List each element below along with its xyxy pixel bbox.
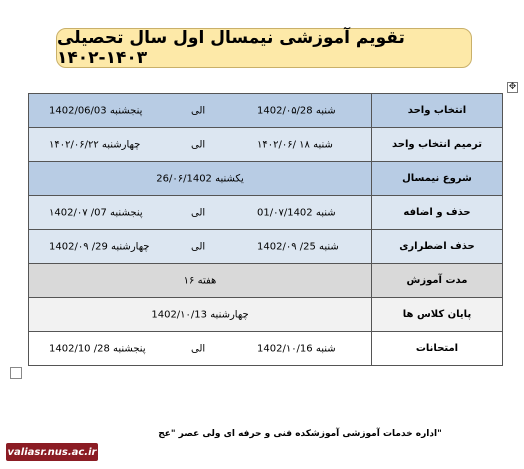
end-date: چهارشنبه 29/ 1402/۰۹ [49,241,150,252]
academic-calendar-table [28,93,503,366]
table-row [29,94,503,128]
date-cell [29,128,372,162]
until-word: الی [191,343,206,354]
date-cell [29,230,372,264]
row-label: حذف اضطراری [372,230,503,264]
table-row [29,298,503,332]
start-date: شنبه 25/ 1402/۰۹ [257,241,339,252]
date-cell [29,332,372,366]
row-label: حذف و اضافه [372,196,503,230]
row-label: پایان کلاس ها [372,298,503,332]
end-date: پنجشنبه 07/ ۱402/۰۷ [49,207,143,218]
table-row [29,332,503,366]
date-cell [29,94,372,128]
table-row [29,264,503,298]
start-date: شنبه ۱۸ /۱۴۰۲/۰۶ [257,139,333,150]
until-word: الی [191,207,206,218]
date-cell [29,162,372,196]
until-word: الی [191,241,206,252]
until-word: الی [191,105,206,116]
until-word: الی [191,139,206,150]
table-row [29,128,503,162]
date-cell [29,298,372,332]
footer-text: اداره خدمات آموزشی آموزشکده فنی و حرفه ای ولی عصر "عج" [158,429,442,439]
end-date: پنجشنبه 1402/06/03 [49,105,143,116]
table-row [29,162,503,196]
single-date: یکشنبه 26/۰۶/1402 [156,173,244,184]
watermark: valiasr.nus.ac.ir [6,443,98,461]
table-move-handle-icon[interactable]: ✥ [508,82,517,92]
start-date: شنبه 1402/۱۰/16 [257,343,336,354]
table-row [29,230,503,264]
row-label: ترمیم انتخاب واحد [372,128,503,162]
start-date: شنبه 1402/۰۵/28 [257,105,336,116]
page-title [56,28,472,68]
row-label: انتخاب واحد [372,94,503,128]
end-date: پنجشنبه 28/ 1402/10 [49,343,146,354]
end-date: چهارشنبه ۱۴۰۲/۰۶/۲۲ [49,139,141,150]
row-label: شروع نیمسال [372,162,503,196]
table-resize-handle[interactable] [10,367,22,379]
row-label: امتحانات [372,332,503,366]
date-cell [29,196,372,230]
duration-value: ۱۶ هفته [183,275,217,286]
row-label: مدت آموزش [372,264,503,298]
page-title-text: تقویم آموزشی نیمسال اول سال تحصیلی ۱۴۰۳-۱۴۰۲ [57,28,405,68]
date-cell [29,264,372,298]
table-row [29,196,503,230]
single-date: چهارشنبه 1402/۱۰/13 [151,309,249,320]
start-date: شنبه 01/۰۷/1402 [257,207,336,218]
